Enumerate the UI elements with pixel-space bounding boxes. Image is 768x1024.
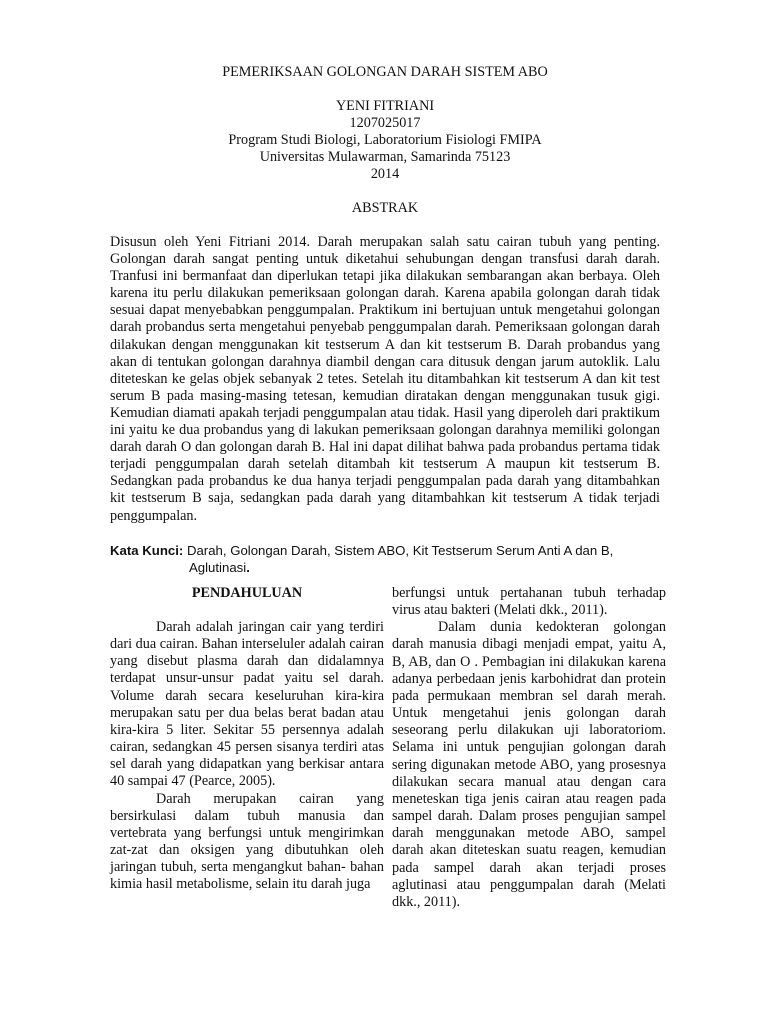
section-heading-introduction: PENDAHULUAN: [191, 585, 303, 601]
keywords-list-1: Darah, Golongan Darah, Sistem ABO, Kit Testserum Serum Anti A dan B,: [186, 542, 614, 558]
keywords-list-2: Aglutinasi: [189, 559, 247, 575]
publication-year: 2014: [370, 166, 400, 182]
keywords-line-2: [110, 559, 660, 576]
abstract-text: Disusun oleh Yeni Fitriani 2014. Darah merupakan salah satu cairan tubuh yang penting. Golongan darah sangat penting untuk diketahui sehubungan dengan transfusi darah darah. Tranfusi ini bermanfaat dan diperlukan tetapi jika dilakukan sembarangan akan berbaya. Oleh karena itu perlu dilakukan pemeriksaan golongan darah. Karena apabila golongan darah tidak sesuai dapat menyebabkan penggumpalan. Praktikum ini bertujuan untuk mengetahui golongan darah probandus serta mengetahui penyebab penggumpalan darah. Pemeriksaan golongan darah dilakukan dengan menggunakan kit testserum A dan kit testserum B. Darah probandus yang akan di tentukan golongan darahnya diambil dengan cara ditusuk dengan jarum autoklik. Lalu diteteskan ke gelas objek sebanyak 2 tetes. Setelah itu ditambahkan kit testserum A dan kit test serum B pada masing-masing tetesan, kemudian diratakan dengan menggunakan tusuk gigi. Kemudian diamati apakah terjadi penggumpalan atau tidak. Hasil yang diperoleh dari praktikum ini yaitu ke dua probandus yang di lakukan pemeriksaan golongan darahnya memiliki golongan darah darah O dan golongan darah B. Hal ini dapat dilihat bahwa pada probandus pertama tidak terjadi penggumpalan darah setelah ditambah kit testserum A maupun kit testserum B. Sedangkan pada probandus ke dua hanya terjadi penggumpalan pada darah yang ditambahkan kit testserum B saja, sedangkan pada darah yang ditambahkan kit testserum A tidak terjadi penggumpalan.: [110, 234, 660, 524]
keywords-label: Kata Kunci:: [110, 542, 184, 558]
affiliation-university: Universitas Mulawarman, Samarinda 75123: [259, 149, 511, 165]
title-block: [110, 64, 660, 200]
intro-paragraph-2: Darah merupakan cairan yang bersirkulasi dalam tubuh manusia dan vertebrata yang berfungsi untuk mengirimkan zat-zat dan oksigen yang dibutuhkan oleh jaringan tubuh, serta mengangkut bahan- bahan kimia hasil metabolisme, selain itu darah juga: [110, 790, 384, 893]
intro-paragraph-3: Dalam dunia kedokteran golongan darah manusia dibagi menjadi empat, yaitu A, B, AB, dan O . Pembagian ini dilakukan karena adanya perbedaan jenis karbohidrat dan protein pada permukaan membran sel darah merah. Untuk mengetahui jenis golongan darah seseorang perlu dilakukan uji laboratoriom. Selama ini untuk pengujian golongan darah sering digunakan metode ABO, yang prosesnya dilakukan secara manual atau dengan cara meneteskan tiga jenis cairan atau reagen pada sampel darah. Dalam proses pengujian sampel darah menggunakan metode ABO, sampel darah akan diteteskan suatu reagen, kemudian pada sampel darah akan terjadi proses aglutinasi atau penggumpalan darah (Melati dkk., 2011).: [392, 619, 666, 910]
keywords-line-1: [110, 542, 660, 559]
left-column: [110, 585, 384, 911]
right-column: [392, 585, 666, 911]
abstract-heading: ABSTRAK: [351, 200, 419, 216]
body-columns: [110, 585, 666, 911]
affiliation-program: Program Studi Biologi, Laboratorium Fisiologi FMIPA: [228, 132, 542, 148]
intro-paragraph-1: Darah adalah jaringan cair yang terdiri dari dua cairan. Bahan interseluler adalah cairan yang disebut plasma darah dan didalamnya terdapat unsur-unsur padat yaitu sel darah. Volume darah secara keseluruhan kira-kira merupakan satu per dua belas berat badan atau kira-kira 5 liter. Sekitar 55 persennya adalah cairan, sedangkan 45 persen sisanya terdiri atas sel darah yang didapatkan yang berkisar antara 40 sampai 47 (Pearce, 2005).: [110, 619, 384, 790]
keywords: [110, 542, 660, 576]
paper-title: PEMERIKSAAN GOLONGAN DARAH SISTEM ABO: [222, 64, 548, 80]
keywords-end-period: .: [246, 559, 250, 575]
spacer: [110, 183, 660, 200]
author-name: YENI FITRIANI: [335, 98, 435, 114]
intro-paragraph-2-continued: berfungsi untuk pertahanan tubuh terhadap virus atau bakteri (Melati dkk., 2011).: [392, 585, 666, 619]
student-id: 1207025017: [349, 115, 421, 131]
